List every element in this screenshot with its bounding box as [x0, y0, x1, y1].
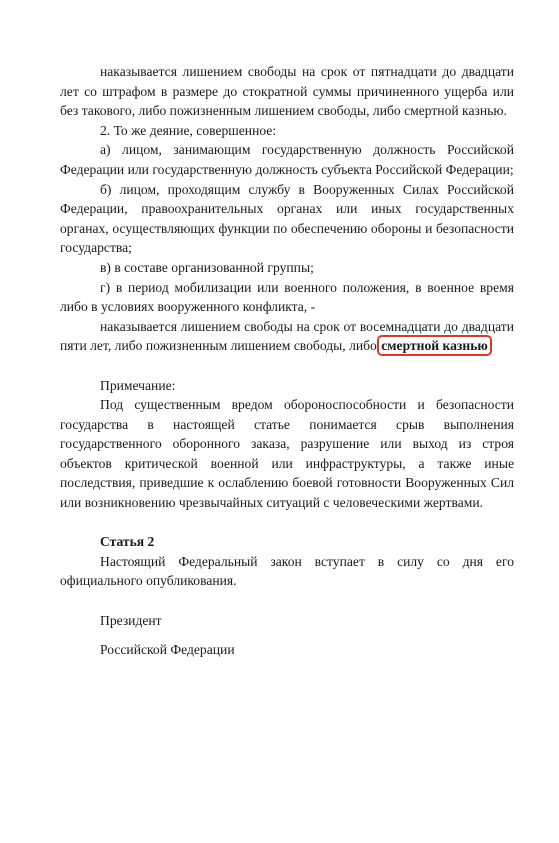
article-2-text: Настоящий Федеральный закон вступает в силу со дня его официального опубликования.: [60, 553, 514, 589]
signature-country: Российской Федерации: [100, 642, 235, 658]
document-body: [60, 62, 514, 660]
signature-title: Президент: [100, 612, 162, 628]
paragraph-part-2-intro: 2. То же деяние, совершенное:: [100, 122, 277, 138]
paragraph-penalty-1: наказывается лишением свободы на срок от пятнадцати до двадцати лет со штрафом в размере до стократной суммы причиненного ущерба или без такового, либо пожизненным лишением свободы, либо смертной казнью.: [60, 64, 514, 119]
note-text: Под существенным вредом обороноспособности и безопасности государства в настоящей статье понимается срыв выполнения государственного оборонного заказа, разрушение или выход из строя объектов критической военной или инфраструктуры, а также иные последствия, приведшие к ослаблению боевой готовности Вооруженных Сил или возникновению чрезвычайных ситуаций с человеческими жертвами.: [60, 397, 514, 511]
list-item-g: г) в период мобилизации или военного положения, в военное время либо в условиях вооруженного конфликта, -: [60, 279, 514, 315]
spacer: [60, 591, 514, 611]
highlighted-death-penalty: смертной казнью: [381, 338, 488, 354]
spacer: [60, 356, 514, 376]
list-item-a: а) лицом, занимающим государственную должность Российской Федерации или государственную должность субъекта Российской Федерации;: [60, 142, 514, 177]
paragraph-penalty-2: [60, 317, 514, 356]
note-heading: Примечание:: [100, 377, 176, 393]
penalty-2-end: .: [488, 338, 493, 354]
list-item-v: в) в составе организованной группы;: [100, 259, 314, 275]
spacer: [60, 513, 514, 533]
article-2-heading: Статья 2: [100, 534, 155, 550]
list-item-b: б) лицом, проходящим службу в Вооруженных Силах Российской Федерации, правоохранительных органах или иных государственных органах, осуществляющих функции по обеспечению обороны и безопасности государства;: [60, 181, 514, 256]
penalty-2-text: наказывается лишением свободы на срок от восемнадцати до двадцати пяти лет, либо пожизненным лишением свободы, либо: [60, 318, 514, 354]
spacer: [60, 630, 514, 640]
